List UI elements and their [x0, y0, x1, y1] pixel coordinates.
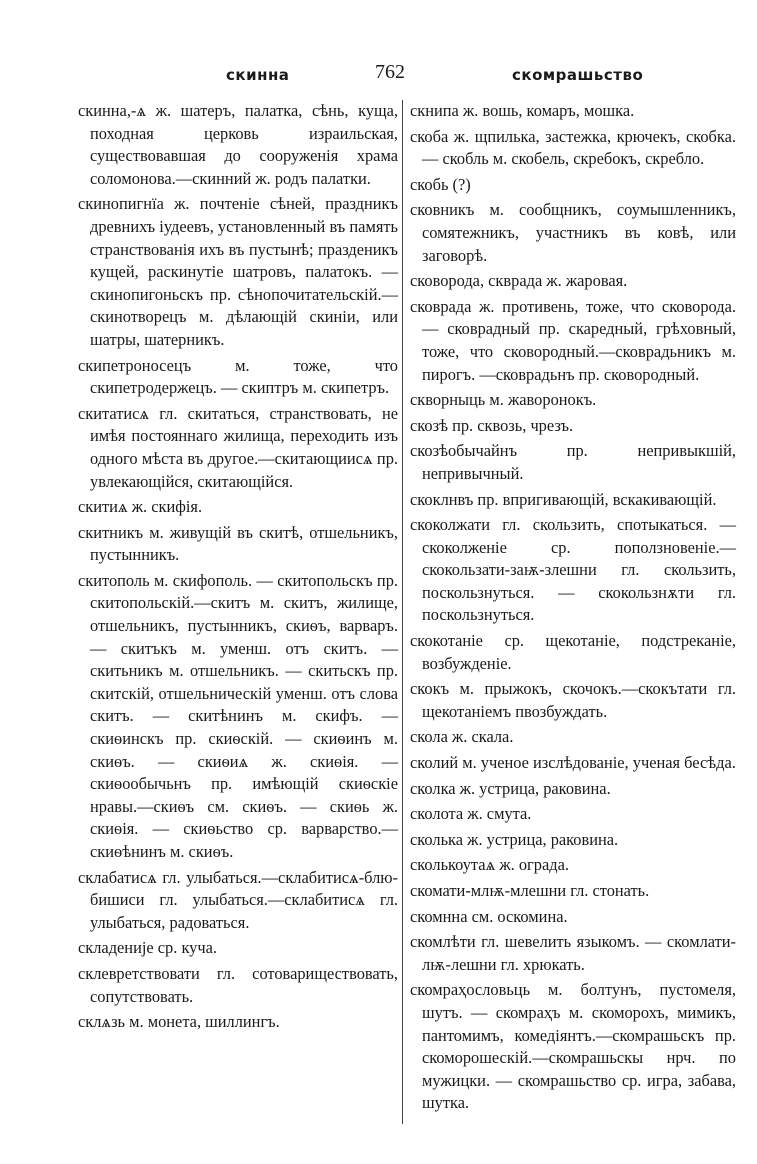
dictionary-entry: сковникъ м. сообщникъ, соумышленникъ, сомятежникъ, участникъ въ ковѣ, или заговорѣ.	[410, 200, 736, 265]
dictionary-entry: скинопигнїа ж. почтеніе сѣней, праздникъ древнихъ іудеевъ, установленный въ память странствованія ихъ въ пустынѣ; празденикъ кущей, раскинутіе шатровъ, палатокъ. — скинопигоньскъ пр. сѣнопочитательскій.—скинотворецъ м. дѣлающій скиніи, или шатры, шатерникъ.	[78, 194, 398, 349]
dictionary-entry: скоклнвъ пр. впригивающій, вскакивающій.	[410, 489, 717, 509]
dictionary-entry: скоба ж. щпилька, застежка, крючекъ, скобка. — скобль м. скобель, скребокъ, скребло.	[410, 126, 736, 169]
dictionary-entry: скипетроносецъ м. тоже, что скипетродержецъ. — скиптръ м. скипетръ.	[78, 355, 398, 398]
dictionary-entry: скитатисѧ гл. скитаться, странствовать, не имѣя постояннаго жилища, переходить изъ одного мѣста въ другое.—скитающиисѧ пр. увлекающійся, скитающійся.	[78, 403, 398, 491]
dictionary-entry: складеније ср. куча.	[78, 938, 217, 958]
dictionary-entry: сколий м. ученое изслѣдованіе, ученая бесѣда.	[410, 753, 736, 773]
dictionary-entry: скитникъ м. живущій въ скитѣ, отшельникъ, пустынникъ.	[78, 522, 398, 565]
dictionary-entry: склевретствовати гл. сотовариществовать, сопутствовать.	[78, 963, 398, 1006]
dictionary-entry: сколькоутаѧ ж. ограда.	[410, 855, 569, 875]
dictionary-entry: скозѣобычайнъ пр. непривыкшій, непривычный.	[410, 441, 736, 483]
left-column	[78, 100, 398, 1037]
dictionary-entry: скоколжати гл. скользить, спотыкаться. — скоколженіе ср. поползновеніе.—скокользати-заѭ-злешни гл. скользить, поскользнуться. — скокользнѫти гл. поскользнуться.	[410, 515, 736, 625]
page-header	[0, 60, 757, 90]
dictionary-entry: скомлѣти гл. шевелить языкомъ. — скомлати-лѭ-лешни гл. хрюкать.	[410, 932, 736, 974]
column-divider	[402, 100, 403, 1124]
dictionary-entry: скола ж. скала.	[410, 727, 514, 747]
dictionary-entry: скворныць м. жаворонокъ.	[410, 390, 597, 410]
dictionary-entry: скомнна см. оскомина.	[410, 906, 568, 926]
dictionary-entry: склѧзь м. монета, шиллингъ.	[78, 1012, 280, 1032]
page-number: 762	[375, 61, 405, 83]
dictionary-entry: сколка ж. устрица, раковина.	[410, 778, 611, 798]
dictionary-entry: скомраҳословьць м. болтунъ, пустомеля, шутъ. — скомраҳъ м. скоморохъ, мимикъ, пантомимъ, комедіянтъ.—скомрашьскъ пр. скоморошескій.—скомрашьскы нрч. по мужицки. — скомрашьство ср. игра, забава, шутка.	[410, 980, 736, 1113]
dictionary-entry: скнипа ж. вошь, комаръ, мошка.	[410, 101, 635, 120]
dictionary-entry: скокотаніе ср. щекотаніе, подстреканіе, возбужденіе.	[410, 631, 736, 673]
dictionary-entry: скозѣ пр. сквозь, чрезъ.	[410, 415, 574, 435]
right-running-headword: скомрашьство	[512, 66, 644, 84]
dictionary-entry: сковрада ж. противень, тоже, что сковорода. — сковрадный пр. скаредный, грѣховный, тоже, что сковородный.—сковрадьникъ м. пирогъ. —сковрадьнъ пр. сковородный.	[410, 296, 736, 384]
dictionary-entry: скитиѧ ж. скифія.	[78, 497, 203, 517]
dictionary-entry: скомати-млѭ-млешни гл. стонать.	[410, 881, 650, 900]
dictionary-entry: сковорода, скврада ж. жаровая.	[410, 271, 628, 291]
dictionary-entry: скобь (?)	[410, 174, 471, 194]
dictionary-entry: склабатисѧ гл. улыбаться.—склабитисѧ-блю-бишиси гл. улыбаться.—склабитисѧ гл. улыбаться, радоваться.	[78, 867, 398, 932]
dictionary-entry: сколота ж. смута.	[410, 804, 532, 824]
left-running-headword: скинна	[226, 66, 290, 84]
right-column	[410, 100, 736, 1118]
dictionary-entry: скитополь м. скифополь. — скитопольскъ пр. скитопольскій.—скитъ м. скитъ, жилище, отшельникъ, пустынникъ, скиѳъ, варваръ. — скитъкъ м. уменш. отъ скитъ. — скитьникъ м. отшельникъ. — скитьскъ пр. скитскій, отшельническій уменш. отъ слова скитъ. — скитѣнинъ м. скифъ. — скиѳинскъ пр. скиѳскій. — скиѳинъ м. скиѳъ. — скиѳиѧ ж. скиѳія. — скиѳообычьнъ пр. имѣющій скиѳскіе нравы.—скиѳъ см. скиѳъ. — скиѳь ж. скиѳія. — скиѳьство ср. варварство.—скиѳѣнинъ м. скиѳъ.	[78, 570, 398, 861]
dictionary-entry: скинна,-ѧ ж. шатеръ, палатка, сѣнь, куща, походная церковь израильская, существовавшая до сооруженія храма соломонова.—скинний ж. родъ палатки.	[78, 101, 398, 188]
dictionary-entry: скокъ м. прыжокъ, скочокъ.—скокътати гл. щекотаніемъ пвозбуждать.	[410, 679, 736, 721]
dictionary-entry: сколька ж. устрица, раковина.	[410, 829, 619, 849]
